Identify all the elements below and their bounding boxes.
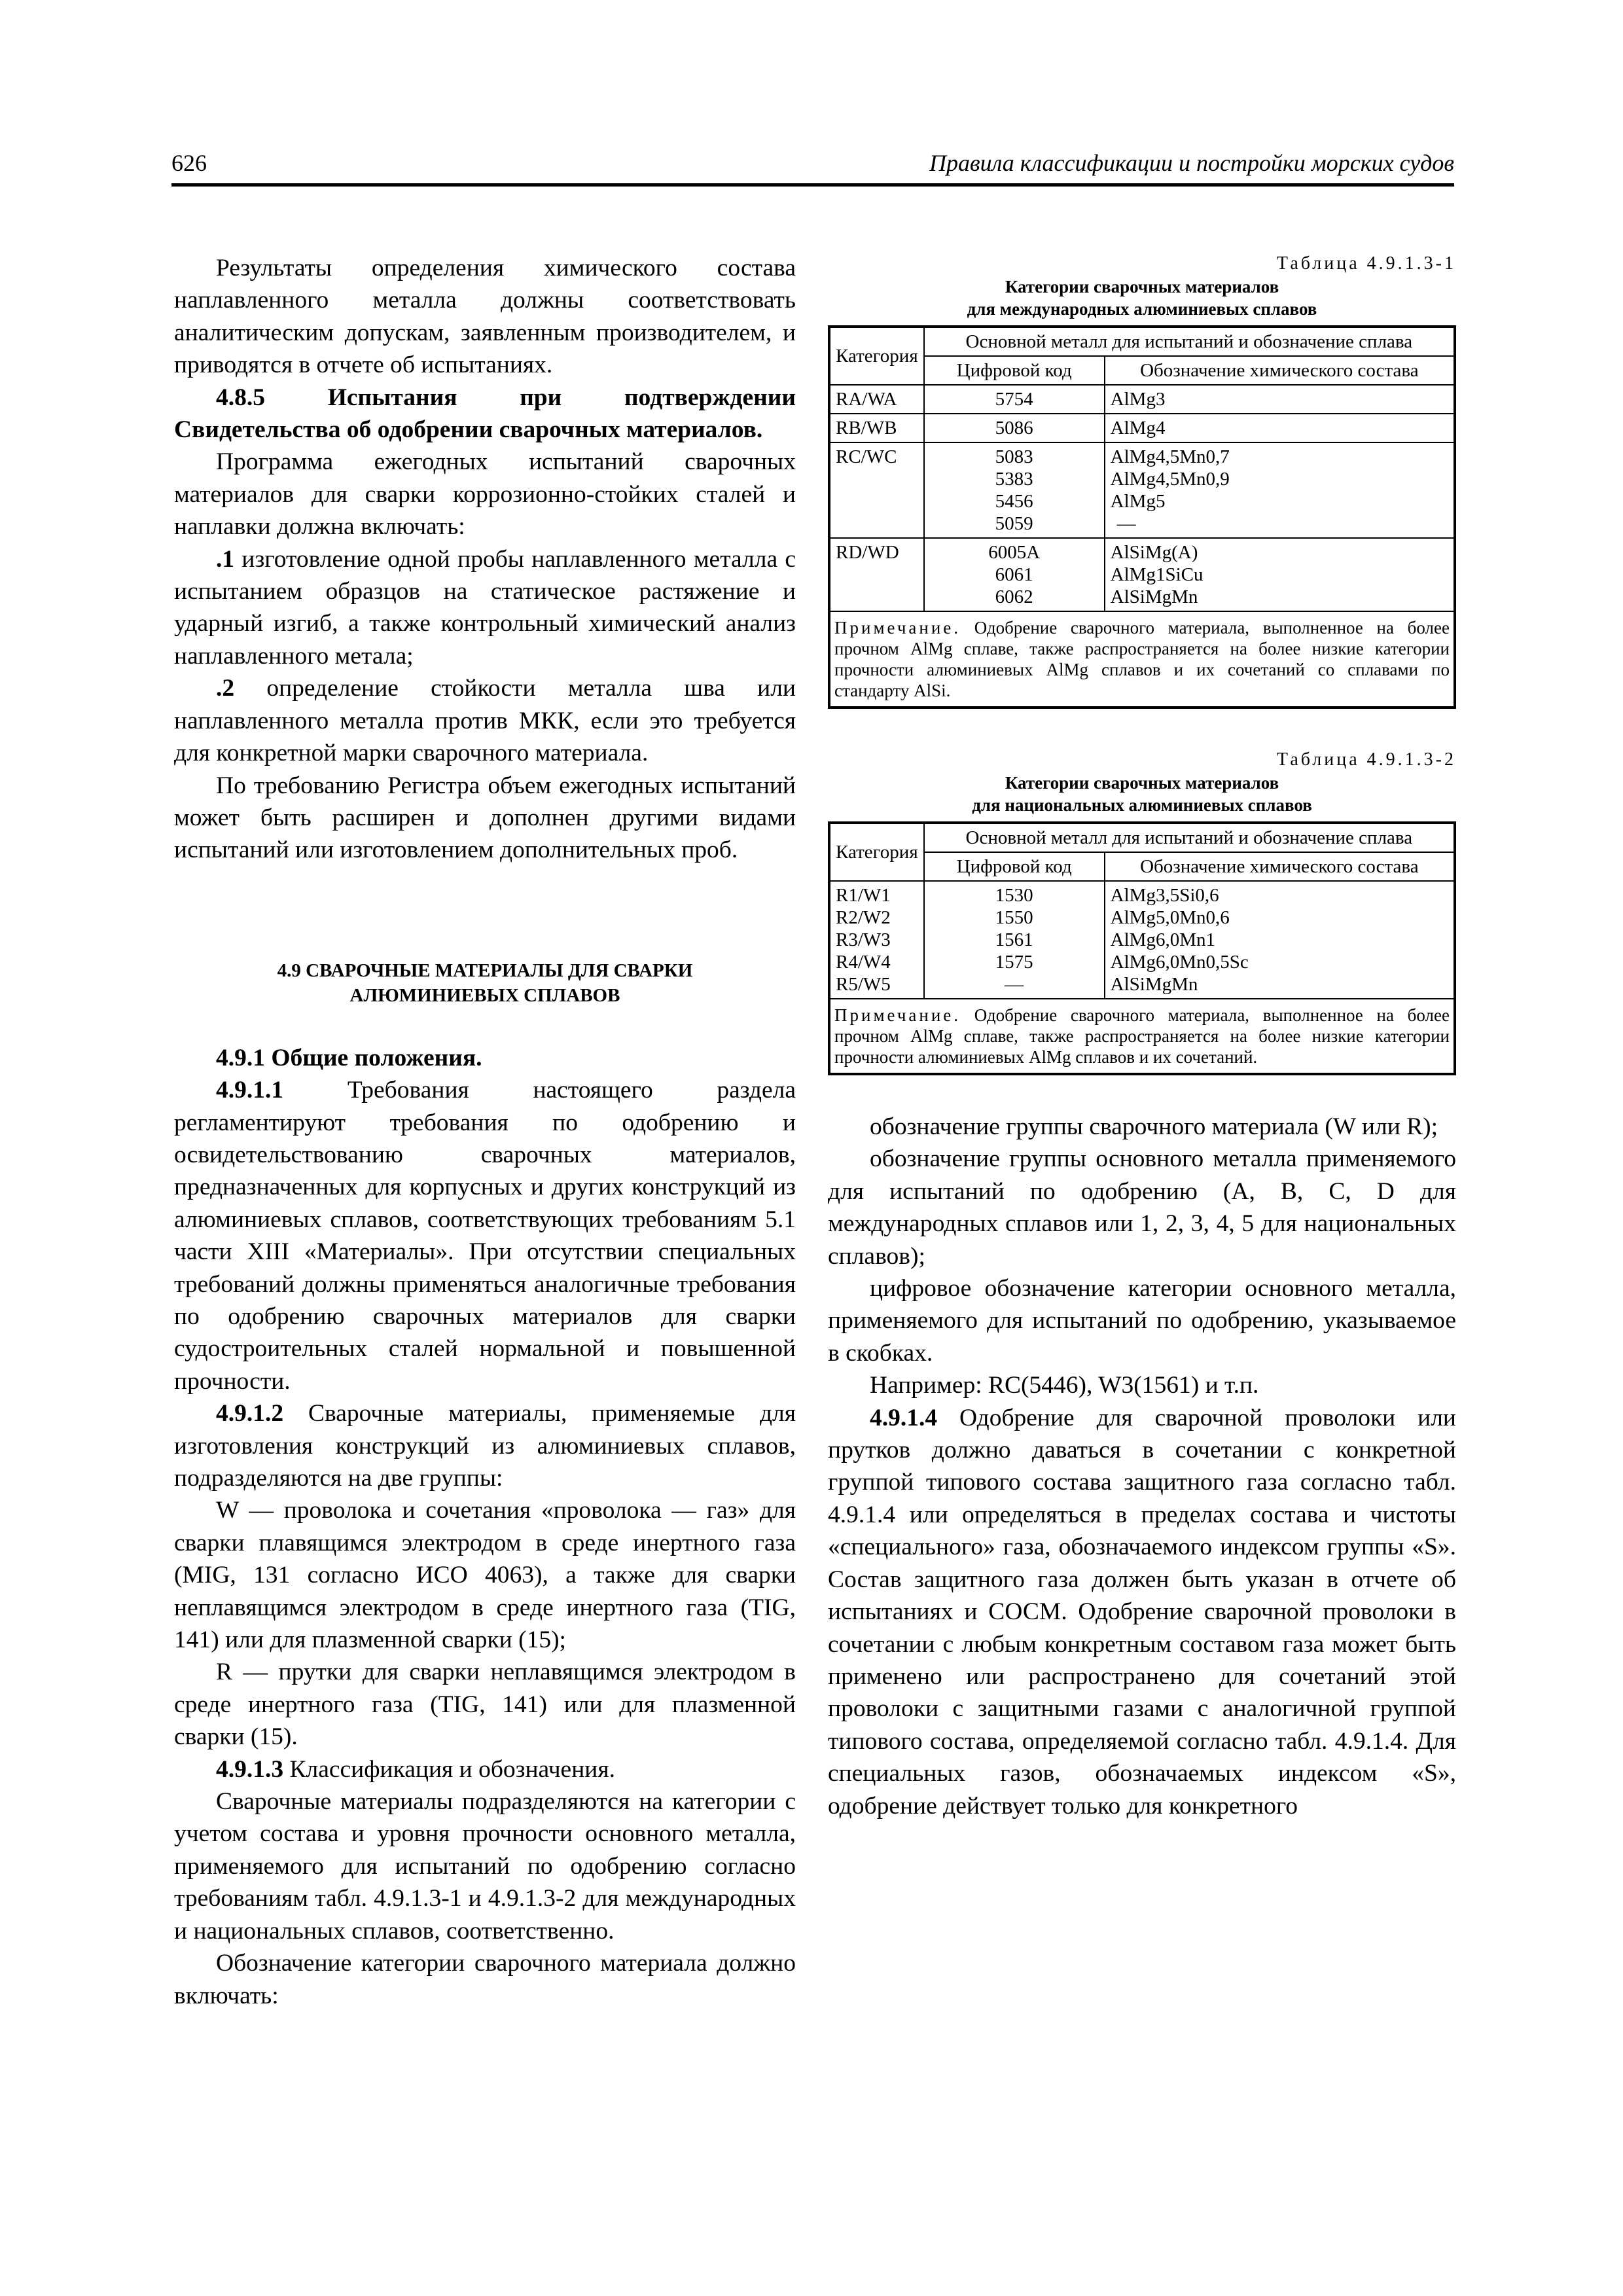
category-line: R1/W1 bbox=[836, 885, 891, 906]
cell-category: RC/WC bbox=[829, 442, 924, 538]
note-label: Примечание. bbox=[834, 618, 961, 637]
paragraph bbox=[174, 1397, 796, 1494]
paragraph: цифровое обозначение категории основного металла, применяемого для испытаний по одобрению, указываемое в скобках. bbox=[828, 1275, 1456, 1367]
code-line: 6005A bbox=[988, 542, 1041, 563]
table-block-2 bbox=[828, 748, 1456, 1075]
paragraph: Обозначение категории сварочного материала должно включать: bbox=[174, 1950, 796, 2009]
table-title-line: для национальных алюминиевых сплавов bbox=[972, 795, 1312, 815]
table-caption: Таблица 4.9.1.3-2 bbox=[1276, 749, 1456, 770]
clause-text: Одобрение для сварочной проволоки или прутков должно даваться в сочетании с конкретной группой типового состава защитного газа согласно табл. 4.9.1.4 или определяться в пределах состава и чистоты «специального» газа, обозначаемого индексом группы «S». Состав защитного газа должен быть указан в отчете об испытаниях и СОСМ. Одобрение сварочной проволоки в сочетании с любым конкретным составом газа может быть применено или распространено для сочетаний этой проволоки с защитными газами с аналогичной группой типового состава, определяемой согласно табл. 4.9.1.4. Для специальных газов, обозначаемых индексом «S», одобрение действует только для конкретного bbox=[828, 1404, 1456, 1820]
designation-line: AlSiMgMn bbox=[1110, 974, 1198, 995]
categories-table-national bbox=[828, 821, 1456, 1075]
subsection-title: 4.9.1 Общие положения. bbox=[216, 1044, 482, 1071]
cell-designation bbox=[1105, 538, 1455, 611]
subsection-heading bbox=[174, 382, 796, 446]
designation-line: AlMg6,0Mn0,5Sc bbox=[1110, 952, 1249, 973]
table-row bbox=[829, 538, 1455, 611]
clause-number: 4.9.1.1 bbox=[216, 1077, 284, 1104]
page-header bbox=[171, 149, 1454, 187]
item-number: .2 bbox=[216, 675, 235, 702]
code-line: 1530 bbox=[995, 885, 1033, 906]
list-item bbox=[174, 543, 796, 673]
list-item bbox=[174, 672, 796, 769]
paragraph: Результаты определения химического состава наплавленного металла должны соответствовать аналитическим допускам, заявленным производителем, и приводятся в отчете об испытаниях. bbox=[174, 255, 796, 379]
header-designation: Обозначение химического состава bbox=[1105, 356, 1455, 385]
designation-line: — bbox=[1116, 513, 1136, 534]
cell-category: RD/WD bbox=[829, 538, 924, 611]
cell-category: RA/WA bbox=[829, 385, 924, 414]
designation-line: AlMg5 bbox=[1110, 491, 1166, 512]
paragraph bbox=[174, 1074, 796, 1397]
paragraph: R — прутки для сварки неплавящимся электродом в среде инертного газа (TIG, 141) или для плазменной сварки (15). bbox=[174, 1659, 796, 1751]
paragraph: По требованию Регистра объем ежегодных испытаний может быть расширен и дополнен другими видами испытаний или изготовлением дополнительных проб. bbox=[174, 772, 796, 864]
designation-line: AlMg4,5Mn0,7 bbox=[1110, 446, 1230, 467]
paragraph bbox=[174, 1753, 796, 1785]
code-line: 1550 bbox=[995, 907, 1033, 928]
code-line: 6062 bbox=[995, 586, 1033, 607]
table-title bbox=[828, 276, 1456, 320]
paragraph: Например: RC(5446), W3(1561) и т.п. bbox=[870, 1372, 1259, 1399]
cell-code: 5754 bbox=[924, 385, 1105, 414]
cell-code bbox=[924, 442, 1105, 538]
table-row bbox=[829, 442, 1455, 538]
header-category: Категория bbox=[829, 327, 924, 385]
designation-line: AlMg6,0Mn1 bbox=[1110, 929, 1215, 950]
paragraph: обозначение группы основного металла применяемого для испытаний по одобрению (A, B, C, D для международных сплавов или 1, 2, 3, 4, 5 для национальных сплавов); bbox=[828, 1145, 1456, 1270]
cell-category bbox=[829, 881, 924, 999]
paragraph bbox=[828, 1402, 1456, 1822]
category-line: R4/W4 bbox=[836, 952, 891, 973]
designation-line: AlSiMg(A) bbox=[1110, 542, 1198, 563]
cell-designation: AlMg4 bbox=[1105, 414, 1455, 442]
section-title-line: АЛЮМИНИЕВЫХ СПЛАВОВ bbox=[349, 984, 620, 1006]
cell-code: 5086 bbox=[924, 414, 1105, 442]
code-line: 6061 bbox=[995, 564, 1033, 585]
subsection-heading bbox=[174, 1042, 796, 1074]
running-title: Правила классификации и постройки морских судов bbox=[929, 150, 1454, 176]
table-row bbox=[829, 385, 1455, 414]
table-row bbox=[829, 881, 1455, 999]
right-text bbox=[828, 1111, 1456, 1822]
header-base-metal: Основной металл для испытаний и обозначение сплава bbox=[924, 327, 1455, 356]
header-code: Цифровой код bbox=[924, 356, 1105, 385]
code-line: 5083 bbox=[995, 446, 1033, 467]
paragraph: Программа ежегодных испытаний сварочных материалов для сварки коррозионно-стойких сталей и наплавки должна включать: bbox=[174, 448, 796, 541]
designation-line: AlMg1SiCu bbox=[1110, 564, 1204, 585]
table-row bbox=[829, 414, 1455, 442]
note-text: Одобрение сварочного материала, выполненное на более прочном AlMg сплаве, также распространяется на более низкие категории прочности алюминиевых AlMg сплавов и их сочетаний. bbox=[834, 1005, 1450, 1067]
paragraph: W — проволока и сочетания «проволока — газ» для сварки плавящимся электродом в среде инертного газа (MIG, 131 согласно ИСО 4063), а также для сварки неплавящимся электродом в среде инертного газа (TIG, 141) или для плазменной сварки (15); bbox=[174, 1497, 796, 1654]
header-designation: Обозначение химического состава bbox=[1105, 852, 1455, 881]
clause-title: Испытания при подтверждении Свидетельства об одобрении сварочных материалов. bbox=[174, 384, 796, 444]
table-caption: Таблица 4.9.1.3-1 bbox=[1276, 253, 1456, 274]
clause-number: 4.8.5 bbox=[216, 384, 265, 411]
cell-category: RB/WB bbox=[829, 414, 924, 442]
clause-text: Требования настоящего раздела регламентируют требования по одобрению и освидетельствованию сварочных материалов, предназначенных для корпусных и других конструкций из алюминиевых сплавов, соответствующих требованиям 5.1 части XIII «Материалы». При отсутствии специальных требований должны применяться аналогичные требования по одобрению сварочных материалов для сварки судостроительных сталей нормальной и повышенной прочности. bbox=[174, 1077, 796, 1395]
code-line: 5059 bbox=[995, 513, 1033, 534]
table-title-line: Категории сварочных материалов bbox=[1005, 277, 1279, 296]
note-label: Примечание. bbox=[834, 1005, 961, 1025]
header-base-metal: Основной металл для испытаний и обозначение сплава bbox=[924, 823, 1455, 852]
paragraph: Сварочные материалы подразделяются на категории с учетом состава и уровня прочности основного металла, применяемого для испытаний по одобрению согласно требованиям табл. 4.9.1.3-1 и 4.9.1.3-2 для международных и национальных сплавов, соответственно. bbox=[174, 1788, 796, 1945]
code-line: 1575 bbox=[995, 952, 1033, 973]
clause-number: 4.9.1.4 bbox=[870, 1404, 938, 1431]
section-title bbox=[174, 958, 796, 1008]
table-title bbox=[828, 772, 1456, 816]
designation-line: AlMg3,5Si0,6 bbox=[1110, 885, 1219, 906]
code-line: 5456 bbox=[995, 491, 1033, 512]
code-line: 1561 bbox=[995, 929, 1033, 950]
cell-designation bbox=[1105, 442, 1455, 538]
right-column bbox=[828, 252, 1456, 1822]
cell-code bbox=[924, 538, 1105, 611]
cell-designation: AlMg3 bbox=[1105, 385, 1455, 414]
header-category: Категория bbox=[829, 823, 924, 881]
cell-code bbox=[924, 881, 1105, 999]
item-number: .1 bbox=[216, 545, 235, 573]
item-text: изготовление одной пробы наплавленного металла с испытанием образцов на статическое растяжение и ударный изгиб, а также контрольный химический анализ наплавленного метала; bbox=[174, 545, 796, 670]
designation-line: AlSiMgMn bbox=[1110, 586, 1198, 607]
section-title-line: 4.9 СВАРОЧНЫЕ МАТЕРИАЛЫ ДЛЯ СВАРКИ bbox=[277, 960, 693, 981]
clause-text: Сварочные материалы, применяемые для изготовления конструкций из алюминиевых сплавов, подразделяются на две группы: bbox=[174, 1400, 796, 1492]
note-text: Одобрение сварочного материала, выполненное на более прочном AlMg сплаве, также распространяется на более низкие категории прочности алюминиевых AlMg сплавов и их сочетаний со сплавами по стандарту AlSi. bbox=[834, 618, 1450, 700]
categories-table-international bbox=[828, 325, 1456, 709]
left-column bbox=[174, 252, 796, 2012]
code-line: — bbox=[1005, 974, 1024, 995]
category-line: R2/W2 bbox=[836, 907, 891, 928]
item-text: определение стойкости металла шва или наплавленного металла против МКК, если это требуется для конкретной марки сварочного материала. bbox=[174, 675, 796, 767]
header-code: Цифровой код bbox=[924, 852, 1105, 881]
table-block-1 bbox=[828, 252, 1456, 709]
table-title-line: Категории сварочных материалов bbox=[1005, 773, 1279, 793]
paragraph: обозначение группы сварочного материала (W или R); bbox=[870, 1113, 1438, 1140]
designation-line: AlMg4,5Mn0,9 bbox=[1110, 469, 1230, 490]
cell-designation bbox=[1105, 881, 1455, 999]
code-line: 5383 bbox=[995, 469, 1033, 490]
table-note bbox=[829, 999, 1455, 1074]
category-line: R5/W5 bbox=[836, 974, 891, 995]
page-number: 626 bbox=[171, 150, 207, 176]
table-title-line: для международных алюминиевых сплавов bbox=[967, 299, 1317, 319]
clause-number: 4.9.1.2 bbox=[216, 1400, 284, 1427]
clause-text: Классификация и обозначения. bbox=[283, 1755, 615, 1783]
clause-number: 4.9.1.3 bbox=[216, 1755, 284, 1783]
designation-line: AlMg5,0Mn0,6 bbox=[1110, 907, 1230, 928]
table-note bbox=[829, 611, 1455, 708]
category-line: R3/W3 bbox=[836, 929, 891, 950]
